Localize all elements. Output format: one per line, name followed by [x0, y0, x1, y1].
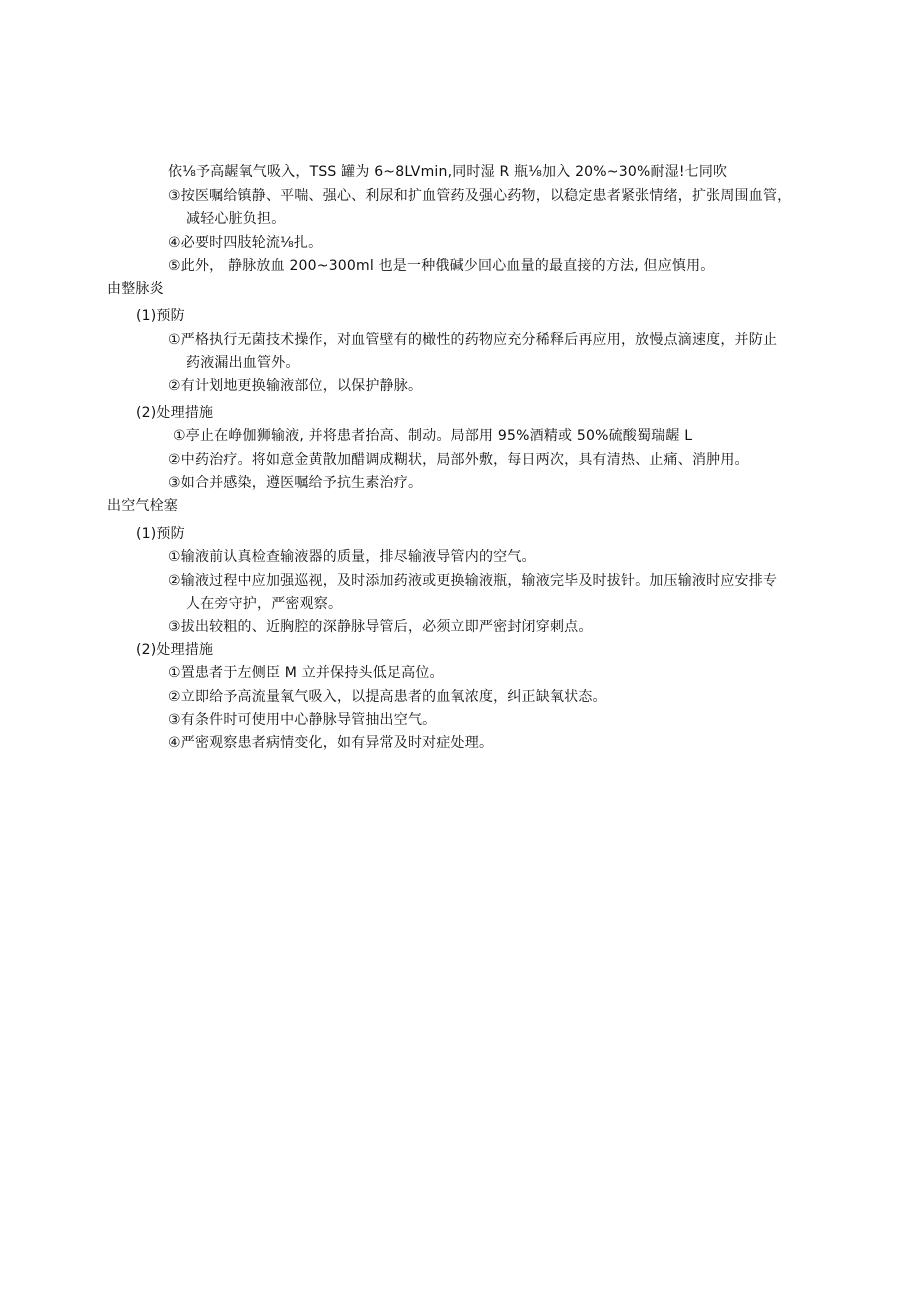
text-line: ④必要时四肢轮流⅛扎。	[168, 235, 323, 251]
text-line: ④严密观察患者病情变化，如有异常及时对症处理。	[168, 735, 494, 751]
text-line: 人在旁守护，严密观察。	[186, 596, 343, 612]
text-line: ①输液前认真检查输液器的质量，排尽输液导管内的空气。	[168, 549, 536, 565]
text-line: 减轻心脏负担。	[186, 211, 286, 227]
text-line: ②中药治疗。将如意金黄散加醋调成糊状，局部外敷，每日两次，具有清热、止痛、消肿用。	[168, 452, 749, 468]
text-line: ②有计划地更换输液部位，以保护静脉。	[168, 378, 423, 394]
text-line: ⑤此外， 静脉放血 200~300ml 也是一种俄碱少回心血量的最直接的方法, 但应慎用。	[168, 258, 715, 274]
text-line: ③按医嘱给镇静、平喘、强心、利尿和扩血管药及强心药物，以稳定患者紧张情绪，扩张周围血管，	[168, 188, 792, 204]
subsection-heading: (1)预防	[136, 526, 185, 542]
text-line: ②立即给予高流量氧气吸入，以提高患者的血氧浓度，纠正缺氧状态。	[168, 689, 607, 705]
subsection-heading: (2)处理措施	[136, 642, 214, 658]
section-heading: 由整脉炎	[107, 281, 164, 297]
text-line: ①置患者于左侧臣 M 立并保持头低足高位。	[168, 665, 444, 681]
subsection-heading: (2)处理措施	[136, 405, 214, 421]
text-line: ③有条件时可使用中心静脉导管抽出空气。	[168, 712, 437, 728]
text-line: ①亭止在峥伽狮输液, 并将患者抬高、制动。局部用 95%酒精或 50%硫酸蜀瑞龌 L	[173, 428, 693, 444]
text-line: ②输液过程中应加强巡视，及时添加药液或更换输液瓶，输液完毕及时拔针。加压输液时应安排专	[168, 573, 778, 589]
text-line: ③如合并感染，遵医嘱给予抗生素治疗。	[168, 475, 423, 491]
text-line: ①严格执行无菌技术操作，对血管壁有的橄性的药物应充分稀释后再应用，放慢点滴速度，并防止	[168, 332, 778, 348]
section-heading: 出空气栓塞	[107, 498, 178, 514]
text-line: ③拔出较粗的、近胸腔的深静脉导管后，必须立即严密封闭穿刺点。	[168, 619, 593, 635]
text-line: 药液漏出血管外。	[186, 355, 300, 371]
subsection-heading: (1)预防	[136, 308, 185, 324]
text-line: 依⅛予高龌氧气吸入，TSS 罐为 6~8LVmin,同时湿 R 瓶⅛加入 20%~30%耐湿!七同吹	[168, 164, 728, 180]
